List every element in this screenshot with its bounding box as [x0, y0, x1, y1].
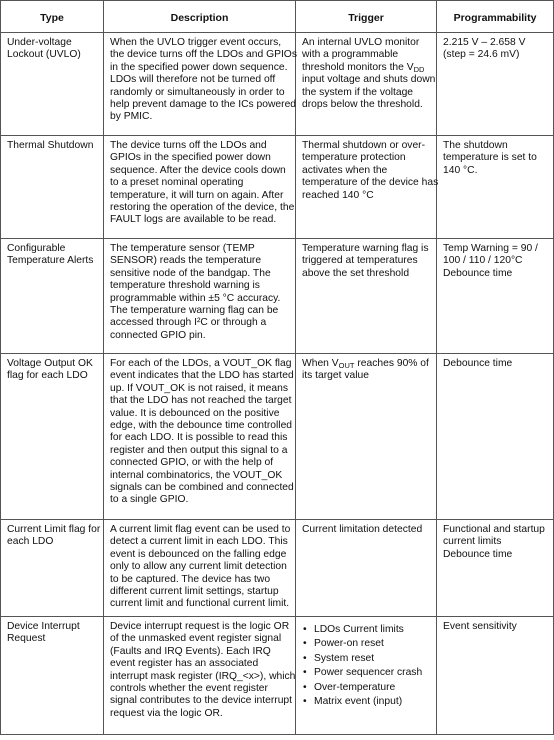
vout-subscript: OUT — [338, 361, 355, 370]
trigger-line: the system if the voltage — [302, 86, 414, 98]
trigger-line: Thermal shutdown or over- — [302, 140, 426, 151]
header-trigger: Trigger — [296, 1, 437, 33]
list-item — [302, 682, 431, 694]
desc-line: help prevent damage to the ICs powered — [110, 99, 297, 111]
list-item — [302, 624, 431, 636]
desc-line: controls whether the event register — [110, 683, 268, 695]
desc-line: signals can be combined and connected — [110, 482, 294, 494]
desc-line: that the LDO has not reached the target — [110, 395, 292, 407]
cell-type — [1, 617, 104, 735]
desc-line: FAULT logs are available to be read. — [110, 214, 277, 226]
table-row — [1, 239, 554, 354]
cell-description — [104, 33, 296, 136]
bullet-icon: • — [303, 624, 307, 635]
header-programmability: Programmability — [437, 1, 554, 33]
cell-description — [104, 354, 296, 520]
type-line: Under-voltage — [7, 37, 72, 48]
cell-programmability — [437, 617, 554, 735]
trigger-line — [302, 358, 431, 370]
list-item-label: Power-on reset — [314, 638, 384, 650]
cell-trigger — [296, 354, 437, 520]
type-line: flag for each LDO — [7, 370, 88, 382]
header-row — [1, 1, 554, 33]
cell-programmability — [437, 239, 554, 354]
cell-type — [1, 354, 104, 520]
desc-line: event is debounced on the falling edge — [110, 548, 287, 560]
trigger-line: triggered at temperatures — [302, 255, 418, 267]
type-line: Configurable — [7, 243, 66, 254]
list-item-label: Over-temperature — [314, 681, 396, 693]
desc-line: to be captured. The device has two — [110, 573, 271, 585]
desc-line: temperature threshold warning is — [110, 280, 260, 292]
prog-line: Event sensitivity — [443, 621, 517, 632]
cell-trigger — [296, 33, 437, 136]
desc-line: The temperature warning flag can be — [110, 305, 279, 317]
trigger-line: drops below the threshold. — [302, 99, 423, 111]
desc-line: A current limit flag event can be used to — [110, 524, 291, 535]
prog-line: temperature is set to — [443, 152, 537, 164]
cell-programmability — [437, 33, 554, 136]
type-line: Voltage Output OK — [7, 358, 93, 369]
trigger-text: threshold monitors the V — [302, 61, 414, 73]
desc-line: current limit and functional current limit. — [110, 598, 290, 610]
desc-line: interrupt mask register (IRQ_<x>), which — [110, 670, 296, 682]
desc-line: detect a current limit in each LDO. This — [110, 536, 288, 548]
type-line: Thermal Shutdown — [7, 140, 94, 151]
cell-description — [104, 136, 296, 239]
cell-description — [104, 239, 296, 354]
desc-line: sensitive node of the bandgap. The — [110, 267, 271, 279]
type-line: Request — [7, 633, 46, 645]
prog-line: Debounce time — [443, 548, 513, 560]
prog-line: 2.215 V – 2.658 V — [443, 37, 526, 48]
table-row — [1, 136, 554, 239]
desc-line: sequence. After the device cools down — [110, 164, 286, 176]
header-type: Type — [1, 1, 104, 33]
trigger-line: Current limitation detected — [302, 524, 423, 535]
bullet-icon: • — [303, 681, 307, 693]
trigger-line: temperature protection — [302, 152, 406, 164]
desc-line: the device turns off the LDOs and GPIOs — [110, 49, 297, 61]
prog-line: Debounce time — [443, 358, 513, 369]
trigger-line: input voltage and shuts down — [302, 74, 436, 86]
trigger-line: reached 140 °C — [302, 189, 374, 201]
prog-line: Temp Warning = 90 / — [443, 243, 538, 254]
type-line: Temperature Alerts — [7, 255, 94, 267]
prog-line: 140 °C. — [443, 164, 478, 176]
desc-line: programmable within ±5 °C accuracy. — [110, 292, 281, 304]
cell-type — [1, 136, 104, 239]
list-item — [302, 667, 431, 679]
trigger-line: Temperature warning flag is — [302, 243, 429, 254]
desc-line: internal combinatorics, the VOUT_OK — [110, 469, 283, 481]
desc-line: of the unmasked event register signal — [110, 633, 282, 645]
cell-programmability — [437, 354, 554, 520]
cell-trigger — [296, 239, 437, 354]
desc-line: edge, with the debounce time controlled — [110, 420, 293, 432]
trigger-text: reaches 90% of — [354, 358, 429, 369]
prog-line: Debounce time — [443, 267, 513, 279]
cell-programmability — [437, 520, 554, 617]
table-row — [1, 617, 554, 735]
desc-line: When the UVLO trigger event occurs, — [110, 37, 282, 48]
desc-line: The device turns off the LDOs and — [110, 140, 267, 151]
bullet-icon: • — [303, 667, 307, 679]
desc-line: to a single GPIO. — [110, 494, 189, 506]
list-item — [302, 653, 431, 665]
table-row — [1, 354, 554, 520]
cell-programmability — [437, 136, 554, 239]
prog-line: 100 / 110 / 120°C — [443, 255, 523, 267]
list-item-label: Power sequencer crash — [314, 667, 423, 679]
bullet-icon: • — [303, 638, 307, 650]
trigger-line: its target value — [302, 370, 369, 382]
desc-line: randomly or simultaneously in order to — [110, 86, 285, 98]
desc-line: only to allow any current limit detection — [110, 561, 287, 573]
desc-line: different current limit settings, startup — [110, 586, 279, 598]
cell-type — [1, 239, 104, 354]
trigger-line: temperature of the device has — [302, 177, 439, 189]
trigger-line: above the set threshold — [302, 267, 410, 279]
desc-line: up. If VOUT_OK is not raised, it means — [110, 382, 288, 394]
desc-line: event register has an associated — [110, 658, 259, 670]
table-row — [1, 33, 554, 136]
trigger-line — [302, 62, 431, 74]
type-line: Lockout (UVLO) — [7, 49, 81, 61]
list-item-label: System reset — [314, 652, 375, 664]
list-item — [302, 696, 431, 708]
desc-line: register and then output this signal to a — [110, 444, 288, 456]
vdd-subscript: DD — [413, 64, 425, 74]
prog-line: (step = 24.6 mV) — [443, 49, 520, 61]
cell-description — [104, 520, 296, 617]
trigger-line: An internal UVLO monitor — [302, 37, 420, 48]
desc-line: GPIOs in the specified power down — [110, 152, 271, 164]
desc-line: connected GPIO, or with the help of — [110, 457, 274, 469]
desc-line: to a preset nominal operating — [110, 177, 244, 189]
type-line: each LDO — [7, 536, 54, 548]
desc-line: signal contributes to the device interrupt — [110, 695, 293, 707]
cell-trigger — [296, 520, 437, 617]
desc-line: event indicates that the LDO has started — [110, 370, 294, 382]
trigger-line: with a programmable — [302, 49, 399, 61]
desc-line: in the specified power down sequence. — [110, 61, 288, 73]
type-line: Current Limit flag for — [7, 524, 101, 535]
desc-line: LDOs will therefore not be turned off — [110, 74, 276, 86]
list-item — [302, 638, 431, 650]
cell-trigger — [296, 136, 437, 239]
cell-type — [1, 520, 104, 617]
list-item-label: LDOs Current limits — [314, 624, 404, 635]
desc-line: for each LDO. It is possible to read this — [110, 432, 288, 444]
desc-line: connected GPIO pin. — [110, 329, 206, 341]
header-description: Description — [104, 1, 296, 33]
desc-line: Device interrupt request is the logic OR — [110, 621, 290, 632]
desc-line: SENSOR) reads the temperature — [110, 255, 262, 267]
bullet-icon: • — [303, 696, 307, 708]
trigger-text: When V — [302, 358, 339, 369]
desc-line: by PMIC. — [110, 111, 153, 123]
cell-description — [104, 617, 296, 735]
desc-line: accessed through I²C or through a — [110, 317, 267, 329]
cell-trigger — [296, 617, 437, 735]
desc-line: temperature, it will turn on again. After — [110, 189, 284, 201]
list-item-label: Matrix event (input) — [314, 696, 403, 708]
prog-line: The shutdown — [443, 140, 508, 151]
cell-type — [1, 33, 104, 136]
trigger-bullet-list — [302, 624, 431, 708]
desc-line: restoring the operation of the device, the — [110, 202, 295, 214]
table-row — [1, 520, 554, 617]
desc-line: value. It is debounced on the positive — [110, 407, 280, 419]
desc-line: The temperature sensor (TEMP — [110, 243, 255, 254]
desc-line: For each of the LDOs, a VOUT_OK flag — [110, 358, 292, 369]
bullet-icon: • — [303, 652, 307, 664]
prog-line: Functional and startup — [443, 524, 545, 535]
trigger-line: activates when the — [302, 164, 388, 176]
type-line: Device Interrupt — [7, 621, 80, 632]
desc-line: (Faults and IRQ Events). Each IRQ — [110, 645, 271, 657]
desc-line: request via the logic OR. — [110, 707, 223, 719]
prog-line: current limits — [443, 536, 502, 548]
